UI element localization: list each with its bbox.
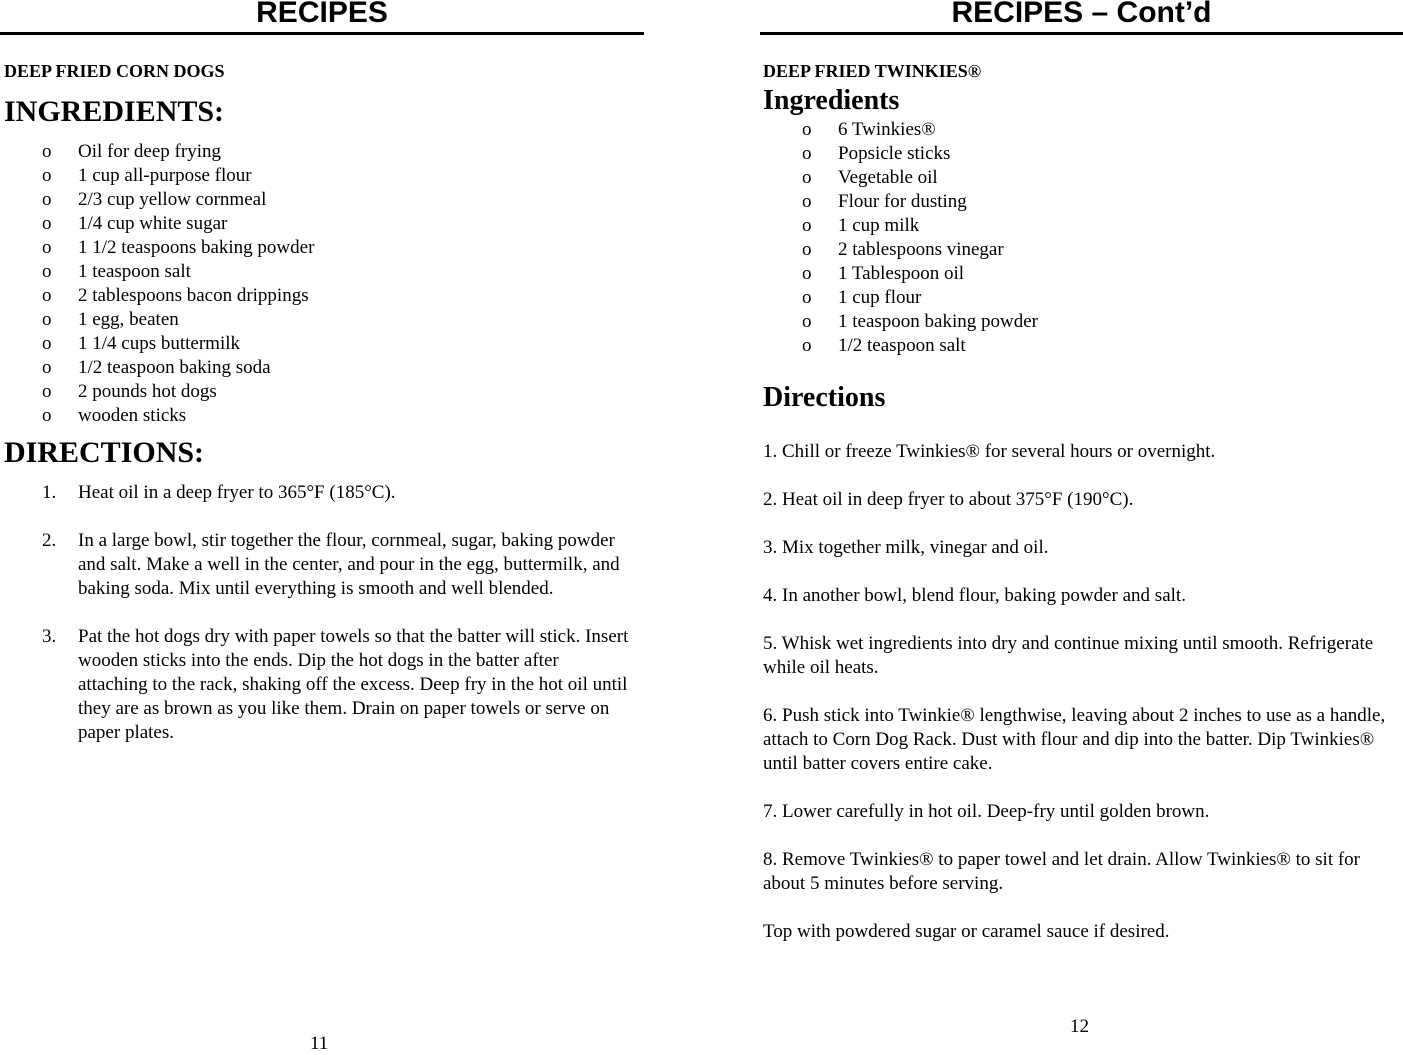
page-header: RECIPES – Cont’d (951, 0, 1212, 29)
ingredient-text: 1/2 teaspoon salt (838, 335, 966, 356)
direction-paragraph: 7. Lower carefully in hot oil. Deep-fry until golden brown. (763, 801, 1210, 822)
bullet-icon: o (42, 237, 52, 258)
step-text: Pat the hot dogs dry with paper towels so that the batter will stick. Insert wooden sticks into the ends. Dip the hot dogs in the batter after attaching to the rack, shaking off the excess. Deep fry in the hot oil until they are as brown as you like them. Drain on paper towels or serve on paper plates. (78, 626, 629, 743)
ingredient-item (42, 164, 632, 188)
header-rule (760, 32, 1403, 35)
ingredient-item (42, 236, 632, 260)
page-number: 12 (1070, 1016, 1089, 1037)
ingredient-item (802, 166, 1392, 190)
direction-step (42, 625, 632, 745)
ingredient-text: 1 cup milk (838, 215, 920, 236)
direction-step (42, 529, 632, 601)
ingredient-item (802, 310, 1392, 334)
ingredient-item (802, 142, 1392, 166)
ingredient-item (42, 356, 632, 380)
ingredient-item (802, 214, 1392, 238)
ingredient-text: 6 Twinkies® (838, 119, 936, 140)
bullet-icon: o (42, 357, 52, 378)
direction-paragraph: 4. In another bowl, blend flour, baking powder and salt. (763, 585, 1186, 606)
bullet-icon: o (42, 333, 52, 354)
ingredient-text: Vegetable oil (838, 167, 938, 188)
ingredient-text: 2/3 cup yellow cornmeal (78, 189, 267, 210)
directions-list (42, 481, 632, 769)
bullet-icon: o (802, 119, 812, 140)
ingredient-item (802, 262, 1392, 286)
ingredient-item (42, 404, 632, 428)
ingredient-text: 1 teaspoon salt (78, 261, 191, 282)
ingredient-item (42, 212, 632, 236)
ingredient-text: 1 1/4 cups buttermilk (78, 333, 241, 354)
direction-paragraph: 1. Chill or freeze Twinkies® for several hours or overnight. (763, 441, 1216, 462)
right-page (760, 0, 1403, 1050)
direction-step (42, 481, 632, 505)
bullet-icon: o (42, 309, 52, 330)
bullet-icon: o (802, 191, 812, 212)
ingredient-text: Oil for deep frying (78, 141, 221, 162)
ingredients-heading: Ingredients (763, 85, 900, 116)
bullet-icon: o (42, 189, 52, 210)
bullet-icon: o (42, 285, 52, 306)
bullet-icon: o (42, 381, 52, 402)
bullet-icon: o (802, 311, 812, 332)
ingredient-text: 1 cup flour (838, 287, 922, 308)
recipe-title: DEEP FRIED TWINKIES® (763, 61, 982, 81)
bullet-icon: o (42, 213, 52, 234)
ingredient-text: 1 teaspoon baking powder (838, 311, 1038, 332)
directions-block (763, 440, 1399, 968)
ingredient-item (42, 380, 632, 404)
directions-heading: DIRECTIONS: (4, 436, 205, 469)
ingredient-item (42, 260, 632, 284)
direction-paragraph: 6. Push stick into Twinkie® lengthwise, leaving about 2 inches to use as a handle, attach to Corn Dog Rack. Dust with flour and dip into the batter. Dip Twinkies® until batter covers entire cake. (763, 705, 1386, 774)
left-page (0, 0, 644, 1054)
ingredient-text: 1/4 cup white sugar (78, 213, 228, 234)
page-number: 11 (310, 1033, 329, 1054)
step-number: 3. (42, 626, 57, 647)
step-number: 2. (42, 530, 57, 551)
direction-paragraph: 5. Whisk wet ingredients into dry and continue mixing until smooth. Refrigerate while oil heats. (763, 633, 1374, 678)
ingredient-item (42, 332, 632, 356)
step-text: In a large bowl, stir together the flour, cornmeal, sugar, baking powder and salt. Make a well in the center, and pour in the egg, buttermilk, and baking soda. Mix until everything is smooth and well blended. (78, 530, 620, 599)
ingredient-item (42, 188, 632, 212)
ingredient-item (42, 140, 632, 164)
recipe-title: DEEP FRIED CORN DOGS (4, 61, 225, 81)
bullet-icon: o (802, 143, 812, 164)
ingredient-text: 1 1/2 teaspoons baking powder (78, 237, 315, 258)
ingredient-text: 2 pounds hot dogs (78, 381, 217, 402)
bullet-icon: o (802, 335, 812, 356)
ingredient-text: 1/2 teaspoon baking soda (78, 357, 271, 378)
ingredient-text: 1 cup all-purpose flour (78, 165, 252, 186)
bullet-icon: o (802, 287, 812, 308)
ingredient-item (802, 286, 1392, 310)
direction-paragraph: 2. Heat oil in deep fryer to about 375°F (190°C). (763, 489, 1134, 510)
step-text: Heat oil in a deep fryer to 365°F (185°C). (78, 482, 396, 503)
ingredient-item (802, 334, 1392, 358)
direction-paragraph: 8. Remove Twinkies® to paper towel and let drain. Allow Twinkies® to sit for about 5 minutes before serving. (763, 849, 1361, 894)
ingredient-text: 2 tablespoons bacon drippings (78, 285, 309, 306)
bullet-icon: o (42, 165, 52, 186)
ingredients-list (802, 118, 1392, 358)
ingredients-heading: INGREDIENTS: (4, 95, 225, 128)
directions-heading: Directions (763, 382, 886, 413)
page-header: RECIPES (256, 0, 388, 29)
step-number: 1. (42, 482, 57, 503)
bullet-icon: o (802, 215, 812, 236)
ingredient-item (42, 308, 632, 332)
ingredient-text: wooden sticks (78, 405, 187, 426)
direction-paragraph: 3. Mix together milk, vinegar and oil. (763, 537, 1049, 558)
bullet-icon: o (42, 261, 52, 282)
bullet-icon: o (42, 405, 52, 426)
ingredient-text: 1 Tablespoon oil (838, 263, 965, 284)
direction-paragraph: Top with powdered sugar or caramel sauce if desired. (763, 921, 1170, 942)
header-rule (0, 32, 644, 35)
ingredient-item (802, 190, 1392, 214)
ingredient-item (802, 118, 1392, 142)
bullet-icon: o (802, 263, 812, 284)
ingredient-text: Flour for dusting (838, 191, 967, 212)
ingredients-list (42, 140, 632, 428)
ingredient-text: Popsicle sticks (838, 143, 951, 164)
ingredient-text: 2 tablespoons vinegar (838, 239, 1004, 260)
bullet-icon: o (802, 239, 812, 260)
ingredient-item (42, 284, 632, 308)
ingredient-item (802, 238, 1392, 262)
bullet-icon: o (802, 167, 812, 188)
ingredient-text: 1 egg, beaten (78, 309, 179, 330)
bullet-icon: o (42, 141, 52, 162)
